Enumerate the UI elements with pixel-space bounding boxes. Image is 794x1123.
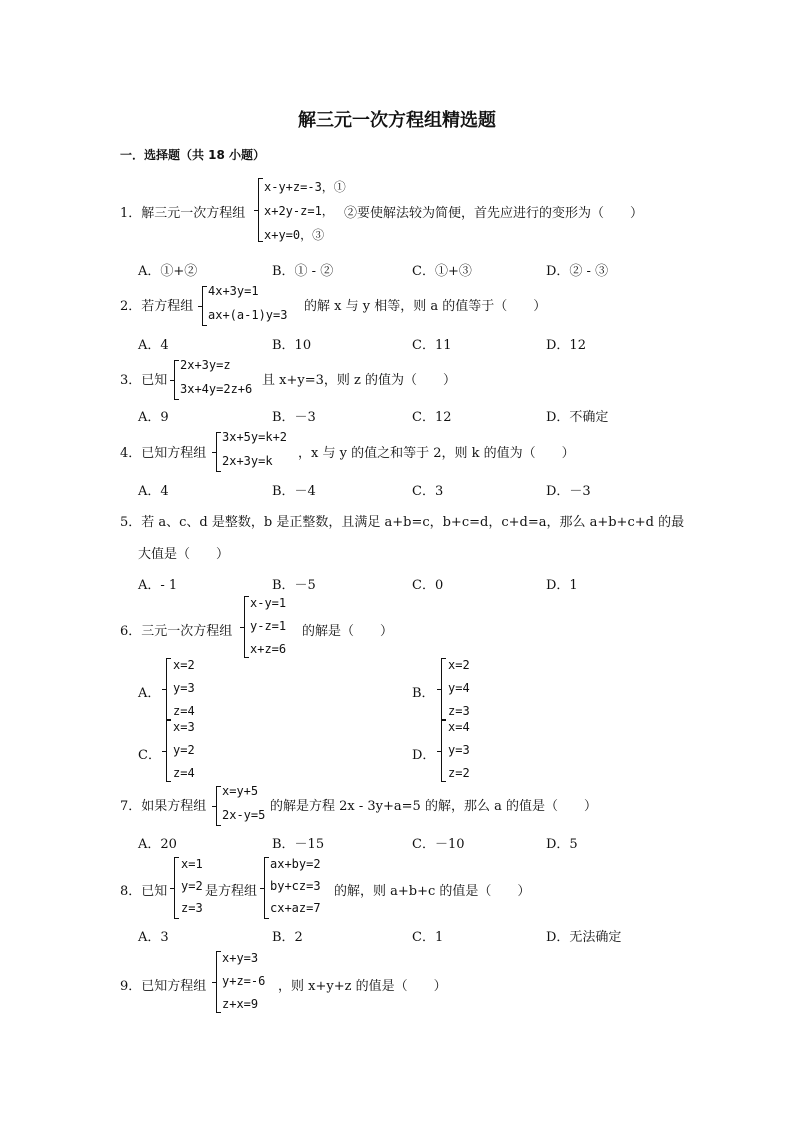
q6-prefix: 6．三元一次方程组 — [120, 624, 233, 639]
q2-option-c: C．11 — [412, 338, 452, 353]
q1-eq1: x-y+z=-3，① — [264, 180, 346, 194]
q7-option-c: C．－10 — [412, 837, 465, 852]
q1-prefix: 1．解三元一次方程组 — [120, 206, 246, 221]
q6-question: 的解是（ ） — [302, 624, 394, 639]
q2-eq1: 4x+3y=1 — [208, 284, 259, 298]
q5-option-c: C．0 — [412, 578, 444, 593]
q6-option-c-label: C． — [138, 748, 161, 763]
q8-option-b: B．2 — [272, 930, 303, 945]
q6-eq2: y-z=1 — [250, 619, 287, 633]
q8-s2: y=2 — [181, 879, 203, 893]
q3-option-d: D．不确定 — [546, 410, 609, 425]
q6-b-x: x=2 — [448, 658, 470, 672]
q8-s1: x=1 — [181, 857, 203, 871]
q5-option-b: B．－5 — [272, 578, 316, 593]
q6-a-y: y=3 — [173, 681, 195, 695]
q5-option-d: D．1 — [546, 578, 578, 593]
q2-option-d: D．12 — [546, 338, 586, 353]
section-heading: 一．选择题（共 18 小题） — [120, 148, 266, 162]
q7-prefix: 7．如果方程组 — [120, 799, 207, 814]
q1-question: ②要使解法较为简便，首先应进行的变形为（ ） — [344, 206, 644, 221]
q9-eq2: y+z=-6 — [222, 974, 266, 988]
q8-s3: z=3 — [181, 901, 203, 915]
q9-brace — [216, 951, 217, 1013]
q6-b-y: y=4 — [448, 681, 470, 695]
q7-option-a: A．20 — [138, 837, 177, 852]
q6-b-z: z=3 — [448, 704, 470, 718]
q9-eq3: z+x=9 — [222, 997, 259, 1011]
q6-option-a-label: A． — [138, 686, 161, 701]
q6-option-d-label: D． — [412, 748, 436, 763]
q8-prefix: 8．已知 — [120, 884, 168, 899]
q3-eq2: 3x+4y=2z+6 — [180, 382, 253, 396]
q4-eq2: 2x+3y=k — [222, 454, 273, 468]
q1-option-c: C．①+③ — [412, 264, 472, 279]
q2-option-a: A．4 — [138, 338, 169, 353]
q6-c-x: x=3 — [173, 720, 195, 734]
q9-question: ，则 x+y+z 的值是（ ） — [278, 979, 447, 994]
q5-line1: 5．若 a、c、d 是整数，b 是正整数，且满足 a+b=c，b+c=d，c+d=a，那么 a+b+c+d 的最 — [120, 515, 685, 530]
q7-eq1: x=y+5 — [222, 784, 259, 798]
q8-option-a: A．3 — [138, 930, 169, 945]
q9-eq1: x+y=3 — [222, 951, 259, 965]
q1-option-a: A．①+② — [138, 264, 198, 279]
q6-option-b-label: B． — [412, 686, 435, 701]
q7-eq2: 2x-y=5 — [222, 808, 266, 822]
q9-prefix: 9．已知方程组 — [120, 979, 207, 994]
q2-eq2: ax+(a-1)y=3 — [208, 308, 288, 322]
q8-e3: cx+az=7 — [270, 901, 321, 915]
q3-eq1: 2x+3y=z — [180, 358, 231, 372]
q6-brace — [244, 596, 245, 658]
q1-eq2: x+2y-z=1， — [264, 204, 334, 218]
q7-option-d: D．5 — [546, 837, 578, 852]
q1-option-b: B．① - ② — [272, 264, 334, 279]
q6-eq3: x+z=6 — [250, 642, 287, 656]
q6-eq1: x-y=1 — [250, 596, 287, 610]
page-title: 解三元一次方程组精选题 — [298, 110, 496, 131]
q6-d-x: x=4 — [448, 720, 470, 734]
q4-question: ，x 与 y 的值之和等于 2，则 k 的值为（ ） — [298, 446, 575, 461]
q8-option-d: D．无法确定 — [546, 930, 622, 945]
q6-option-a-brace — [166, 658, 167, 720]
q6-a-z: z=4 — [173, 704, 195, 718]
q6-option-b-brace — [441, 658, 442, 720]
q3-option-b: B．－3 — [272, 410, 316, 425]
q3-option-c: C．12 — [412, 410, 452, 425]
q8-e1: ax+by=2 — [270, 857, 321, 871]
q4-prefix: 4．已知方程组 — [120, 446, 207, 461]
q2-brace — [202, 286, 203, 326]
q8-mid-text: 是方程组 — [205, 884, 258, 899]
q6-option-c-brace — [166, 720, 167, 782]
q3-option-a: A．9 — [138, 410, 169, 425]
q5-line2: 大值是（ ） — [138, 547, 230, 562]
q3-brace — [174, 360, 175, 400]
q6-d-z: z=2 — [448, 766, 470, 780]
q8-e2: by+cz=3 — [270, 879, 321, 893]
q4-eq1: 3x+5y=k+2 — [222, 430, 288, 444]
q4-option-a: A．4 — [138, 484, 169, 499]
q2-prefix: 2．若方程组 — [120, 299, 194, 314]
q7-option-b: B．－15 — [272, 837, 325, 852]
q4-option-b: B．－4 — [272, 484, 316, 499]
q4-option-d: D．－3 — [546, 484, 591, 499]
q3-question: 且 x+y=3，则 z 的值为（ ） — [262, 373, 456, 388]
q1-option-d: D．② - ③ — [546, 264, 609, 279]
q6-a-x: x=2 — [173, 658, 195, 672]
q4-brace — [216, 432, 217, 472]
q7-brace — [216, 786, 217, 826]
q6-option-d-brace — [441, 720, 442, 782]
q1-eq3: x+y=0，③ — [264, 228, 325, 242]
q5-option-a: A．- 1 — [138, 578, 178, 593]
q3-prefix: 3．已知 — [120, 373, 168, 388]
q6-c-y: y=2 — [173, 743, 195, 757]
q7-question: 的解是方程 2x - 3y+a=5 的解，那么 a 的值是（ ） — [270, 799, 597, 814]
q8-question: 的解，则 a+b+c 的值是（ ） — [334, 884, 531, 899]
q6-c-z: z=4 — [173, 766, 195, 780]
q2-option-b: B．10 — [272, 338, 312, 353]
q8-option-c: C．1 — [412, 930, 444, 945]
q6-d-y: y=3 — [448, 743, 470, 757]
q2-question: 的解 x 与 y 相等，则 a 的值等于（ ） — [304, 299, 547, 314]
q8-solution-brace — [174, 857, 175, 919]
q8-system-brace — [264, 857, 265, 919]
q4-option-c: C．3 — [412, 484, 444, 499]
q1-brace — [258, 178, 259, 242]
